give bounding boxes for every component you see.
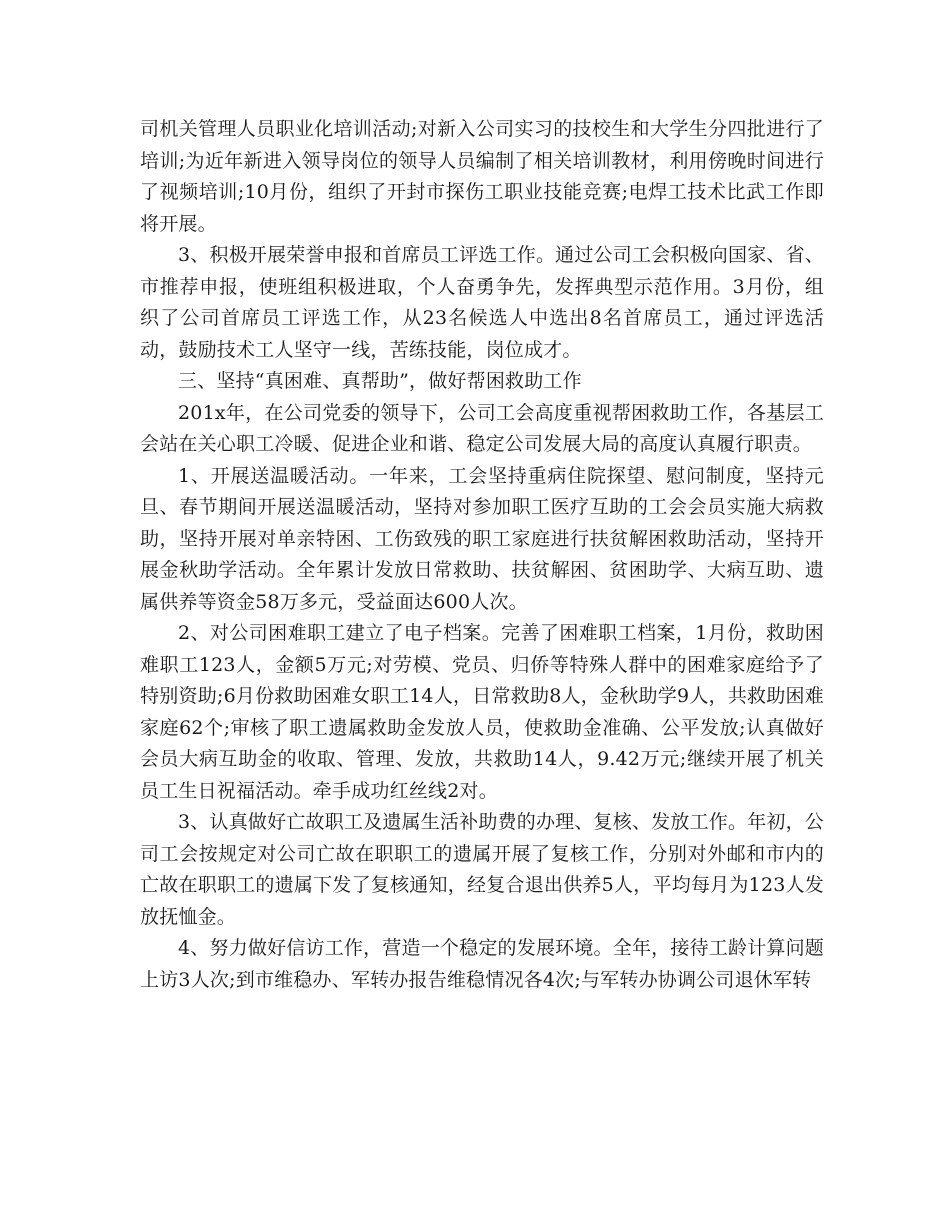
document-body — [140, 114, 824, 996]
paragraph-electronic-records: 2、对公司困难职工建立了电子档案。完善了困难职工档案，1月份，救助困难职工123人，金额5万元;对劳模、党员、归侨等特殊人群中的困难家庭给予了特别资助;6月份救助困难女职工14人，日常救助8人，金秋助学9人，共救助困难家庭62个;审核了职工遗属救助金发放人员，使救助金准确、公平发放;认真做好会员大病互助金的收取、管理、发放，共救助14人，9.42万元;继续开展了机关员工生日祝福活动。牵手成功红丝线2对。 — [140, 622, 824, 802]
paragraph-training-continued: 司机关管理人员职业化培训活动;对新入公司实习的技校生和大学生分四批进行了培训;为近年新进入领导岗位的领导人员编制了相关培训教材，利用傍晚时间进行了视频培训;10月份，组织了开封市探伤工职业技能竞赛;电焊工技术比武工作即将开展。 — [140, 118, 824, 235]
paragraph-warmth-activity: 1、开展送温暖活动。一年来，工会坚持重病住院探望、慰问制度，坚持元旦、春节期间开展送温暖活动，坚持对参加职工医疗互助的工会会员实施大病救助，坚持开展对单亲特困、工伤致残的职工家庭进行扶贫解困救助活动，坚持开展金秋助学活动。全年累计发放日常救助、扶贫解困、贫困助学、大病互助、遗属供养等资金58万多元，受益面达600人次。 — [140, 464, 824, 613]
paragraph-honor-declaration: 3、积极开展荣誉申报和首席员工评选工作。通过公司工会积极向国家、省、市推荐申报，使班组积极进取，个人奋勇争先，发挥典型示范作用。3月份，组织了公司首席员工评选工作，从23名候选人中选出8名首席员工，通过评选活动，鼓励技术工人坚守一线，苦练技能，岗位成才。 — [140, 244, 824, 361]
paragraph-assistance-intro: 201x年，在公司党委的领导下，公司工会高度重视帮困救助工作，各基层工会站在关心职工冷暖、促进企业和谐、稳定公司发展大局的高度认真履行职责。 — [140, 401, 824, 455]
section-heading-assistance: 三、坚持“真困难、真帮助”，做好帮困救助工作 — [178, 370, 582, 392]
paragraph-deceased-subsidy: 3、认真做好亡故职工及遗属生活补助费的办理、复核、发放工作。年初，公司工会按规定对公司亡故在职职工的遗属开展了复核工作，分别对外邮和市内的亡故在职职工的遗属下发了复核通知，经复合退出供养5人，平均每月为123人发放抚恤金。 — [140, 811, 824, 928]
paragraph-petition-work: 4、努力做好信访工作，营造一个稳定的发展环境。全年，接待工龄计算问题上访3人次;到市维稳办、军转办报告维稳情况各4次;与军转办协调公司退休军转 — [140, 937, 824, 991]
